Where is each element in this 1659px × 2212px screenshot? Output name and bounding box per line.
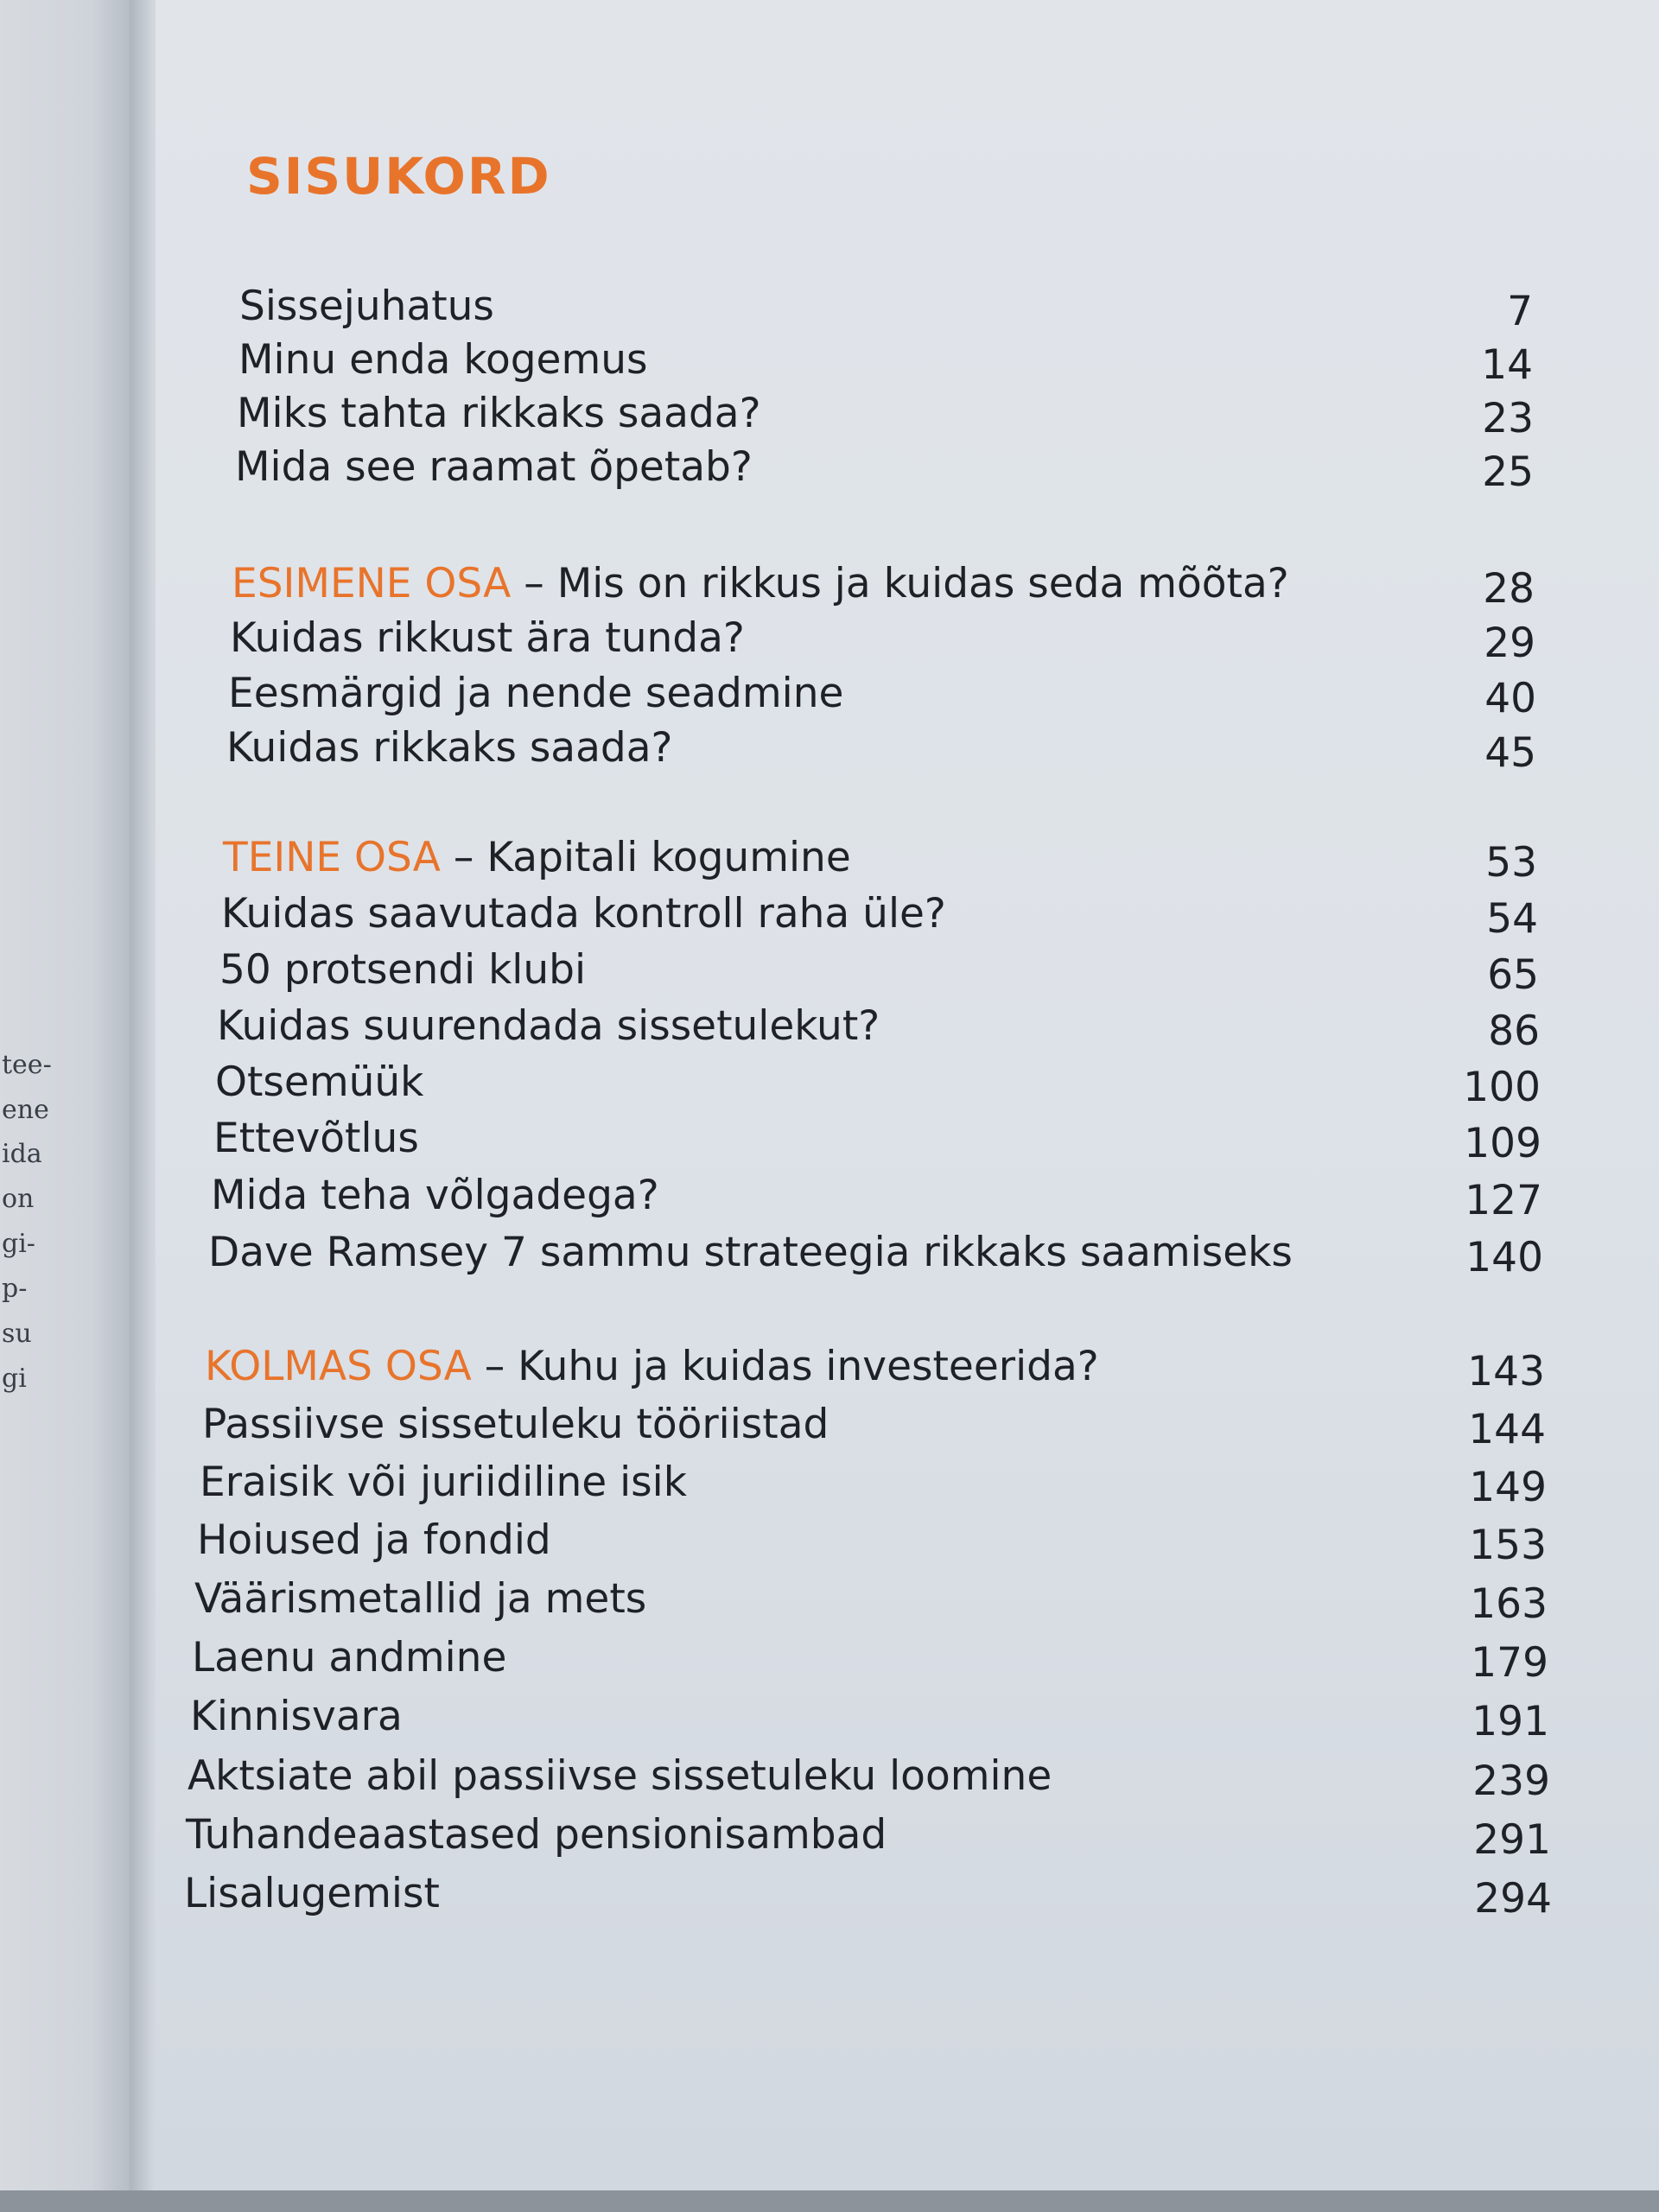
toc-page-number: 29	[1484, 620, 1535, 667]
part-label: KOLMAS OSA	[205, 1343, 472, 1390]
toc-entry-title: Eesmärgid ja nende seadmine	[228, 670, 844, 717]
toc-entry-title: Mida see raamat õpetab?	[235, 443, 753, 491]
toc-entry-title: Otsemüük	[215, 1058, 424, 1106]
toc-page-number: 54	[1486, 895, 1538, 943]
toc-entry-title: Kuidas suurendada sissetulekut?	[217, 1002, 880, 1050]
toc-part-heading-text	[232, 556, 1289, 613]
toc-page-number: 25	[1482, 448, 1534, 496]
toc-entry-title: Kuidas rikkaks saada?	[226, 724, 673, 772]
toc-entry	[194, 1571, 1548, 1628]
toc-page-number: 294	[1474, 1875, 1552, 1923]
toc-page-number: 53	[1485, 839, 1537, 887]
toc-page-number: 14	[1481, 341, 1533, 389]
toc-entry-title: Miks tahta rikkaks saada?	[237, 390, 761, 437]
toc-entry	[186, 1807, 1551, 1864]
toc-part-heading-text	[205, 1338, 1099, 1395]
toc-part-heading	[205, 1338, 1545, 1395]
book-spine-shadow	[130, 0, 156, 2212]
toc-entry-title: Sissejuhatus	[239, 283, 494, 330]
facing-page-fragment: ida	[2, 1139, 42, 1169]
toc-entry	[237, 385, 1534, 442]
toc-entry-title: Passiivse sissetuleku tööriistad	[202, 1401, 830, 1448]
toc-entry	[200, 1454, 1547, 1511]
toc-entry	[238, 332, 1533, 389]
toc-page-number: 45	[1484, 729, 1536, 777]
facing-page-fragment: su	[2, 1319, 32, 1349]
toc-page-number: 28	[1483, 565, 1535, 613]
toc-entry	[190, 1688, 1549, 1745]
toc-entry-title: Hoiused ja fondid	[197, 1516, 551, 1564]
toc-entry-title: Ettevõtlus	[213, 1115, 419, 1162]
toc-entry	[228, 665, 1536, 722]
toc-entry	[192, 1630, 1548, 1687]
toc-entry	[235, 439, 1534, 496]
toc-page-number: 65	[1487, 951, 1539, 999]
toc-page-number: 23	[1482, 395, 1534, 442]
toc-entry-title: Kinnisvara	[190, 1693, 403, 1740]
toc-page-number: 144	[1468, 1406, 1546, 1453]
toc-entry	[217, 998, 1540, 1055]
page-bottom-edge	[0, 2190, 1659, 2212]
toc-entry-title: Väärismetallid ja mets	[194, 1575, 647, 1623]
toc-entry-title: Kuidas rikkust ära tunda?	[230, 614, 745, 662]
toc-page-number: 153	[1469, 1522, 1547, 1569]
toc-entry	[208, 1224, 1543, 1281]
toc-entry-title: Dave Ramsey 7 sammu strateegia rikkaks saamiseks	[208, 1229, 1293, 1276]
toc-entry-title: Kapitali kogumine	[486, 834, 851, 881]
toc-entry	[202, 1396, 1546, 1453]
toc-part-heading-text	[223, 830, 851, 887]
toc-part-heading	[232, 556, 1535, 613]
facing-page-fragment: on	[2, 1184, 35, 1214]
toc-page-number: 143	[1467, 1348, 1545, 1395]
toc-entry	[239, 278, 1533, 335]
facing-page-fragment: gi	[2, 1363, 27, 1394]
toc-entry	[197, 1512, 1547, 1569]
toc-page-number: 7	[1507, 288, 1533, 335]
facing-page-fragment: tee-	[2, 1050, 52, 1080]
part-dash: –	[511, 560, 557, 607]
facing-page-fragment: ene	[2, 1095, 49, 1125]
toc-page-number: 86	[1488, 1007, 1540, 1055]
toc-entry-title: Mida teha võlgadega?	[211, 1172, 659, 1219]
toc-entry-title: 50 protsendi klubi	[219, 946, 587, 994]
toc-title: SISUKORD	[246, 147, 551, 206]
toc-part-heading	[223, 830, 1537, 887]
toc-entry-title: Tuhandeaastased pensionisambad	[186, 1811, 887, 1859]
toc-entry	[226, 720, 1536, 777]
part-dash: –	[440, 834, 487, 881]
toc-page-number: 127	[1465, 1177, 1542, 1224]
toc-page-number: 239	[1472, 1758, 1550, 1805]
toc-entry	[215, 1054, 1541, 1111]
toc-page-number: 179	[1471, 1639, 1548, 1687]
toc-entry-title: Kuidas saavutada kontroll raha üle?	[221, 890, 946, 938]
toc-entry-title: Lisalugemist	[184, 1870, 440, 1917]
toc-entry-title: Aktsiate abil passiivse sissetuleku loomine	[188, 1752, 1052, 1800]
toc-entry-title: Laenu andmine	[192, 1634, 507, 1681]
toc-entry-title: Mis on rikkus ja kuidas seda mõõta?	[556, 560, 1289, 607]
toc-page-number: 291	[1473, 1816, 1551, 1864]
toc-entry	[213, 1110, 1541, 1167]
toc-page-number: 163	[1470, 1580, 1548, 1628]
toc-page-number: 191	[1471, 1698, 1549, 1745]
toc-entry	[219, 942, 1539, 999]
toc-page-number: 100	[1463, 1064, 1541, 1111]
toc-entry-title: Minu enda kogemus	[238, 336, 648, 384]
toc-entry-title: Eraisik või juriidiline isik	[200, 1459, 687, 1506]
part-label: ESIMENE OSA	[232, 560, 512, 607]
toc-entry-title: Kuhu ja kuidas investeerida?	[518, 1343, 1099, 1390]
part-label: TEINE OSA	[223, 834, 441, 881]
facing-page-fragment: gi-	[2, 1229, 35, 1259]
toc-page-number: 140	[1465, 1234, 1543, 1281]
toc-entry	[230, 610, 1535, 667]
toc-entry	[211, 1167, 1542, 1224]
toc-page-number: 149	[1469, 1464, 1547, 1511]
facing-page-fragment: p-	[2, 1274, 28, 1304]
facing-page-edge	[0, 0, 130, 2212]
toc-entry	[188, 1748, 1550, 1805]
toc-page-number: 40	[1484, 675, 1536, 722]
toc-page-number: 109	[1464, 1120, 1541, 1167]
toc-entry	[184, 1866, 1552, 1923]
part-dash: –	[471, 1343, 518, 1390]
toc-entry	[221, 886, 1538, 943]
